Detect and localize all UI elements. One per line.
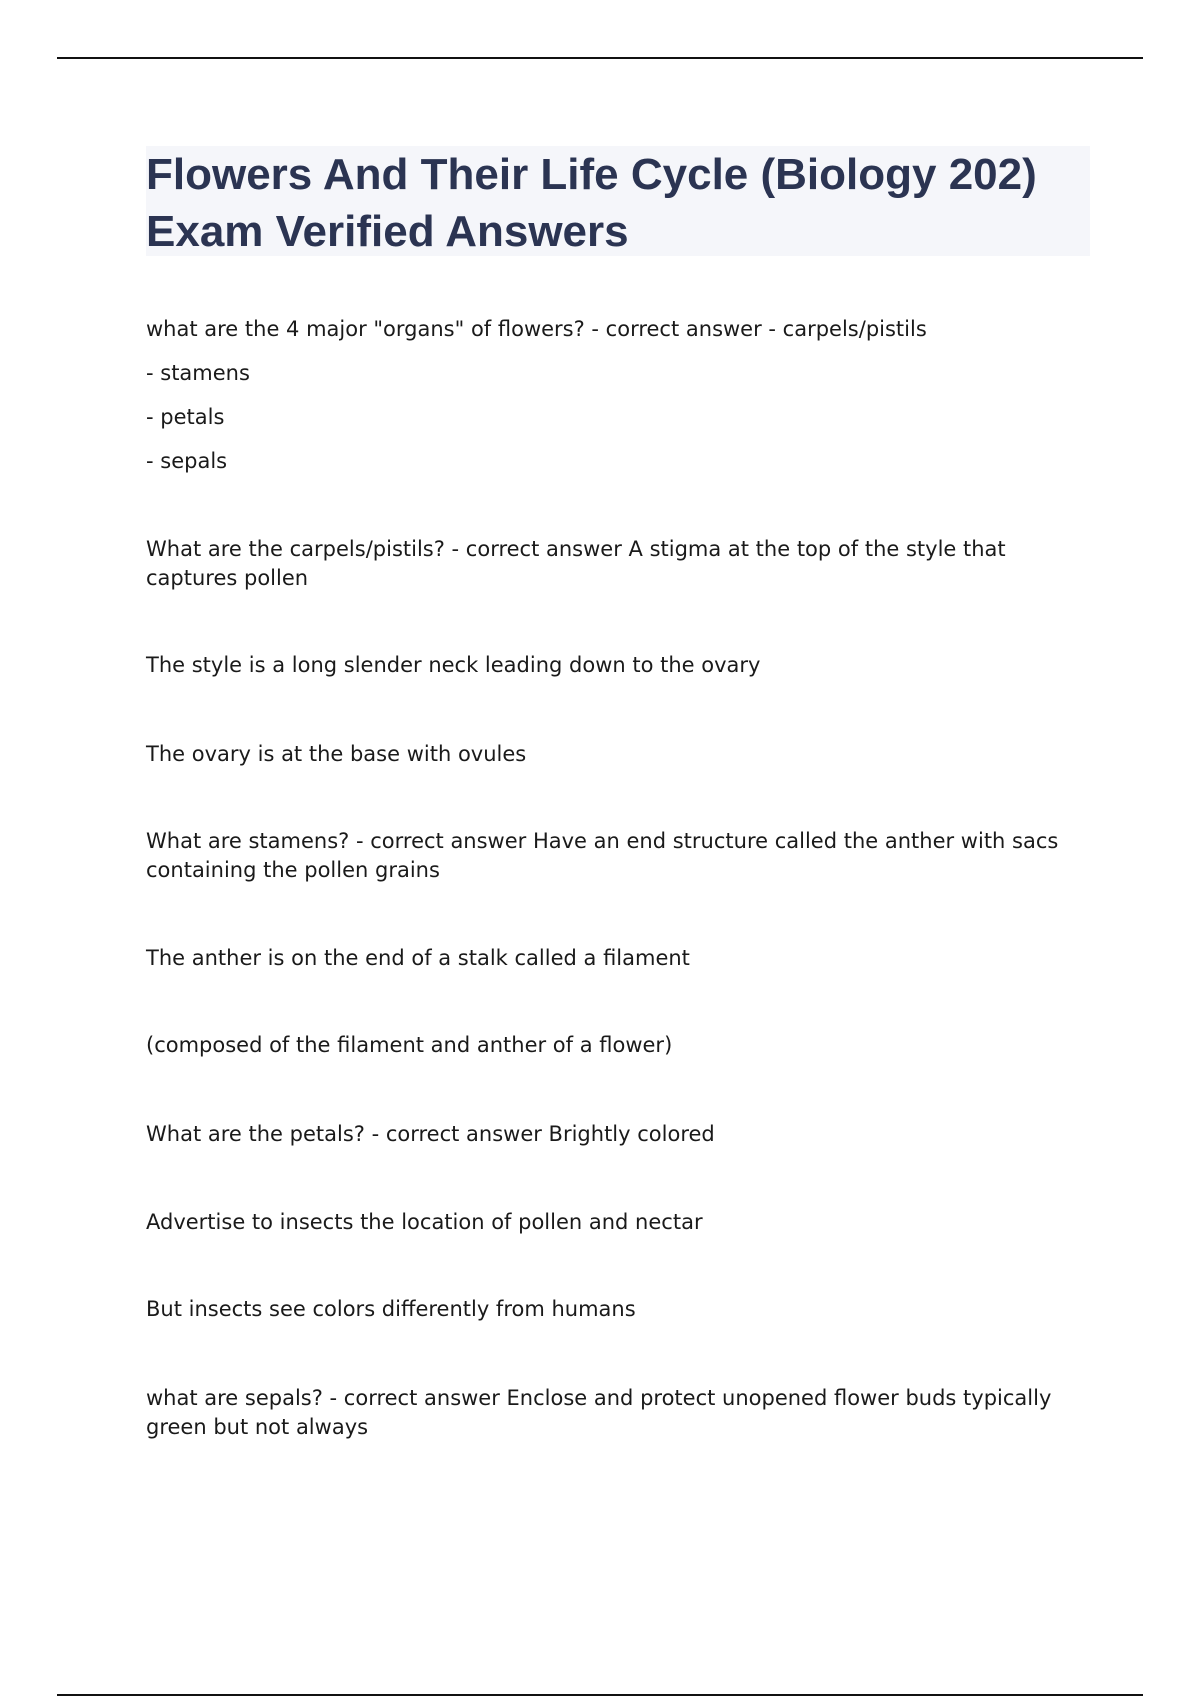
page-title: Flowers And Their Life Cycle (Biology 202) Exam Verified Answers	[146, 150, 1037, 256]
top-rule	[57, 57, 1143, 59]
paragraph: Advertise to insects the location of pollen and nectar	[146, 1210, 703, 1234]
paragraph: what are sepals? - correct answer Enclose and protect unopened flower buds typically green but not always	[146, 1386, 1052, 1439]
paragraph: The anther is on the end of a stalk called a filament	[146, 946, 690, 970]
bottom-rule	[57, 1694, 1143, 1696]
paragraph: - sepals	[146, 449, 228, 473]
paragraph: The style is a long slender neck leading down to the ovary	[146, 653, 761, 677]
paragraph: The ovary is at the base with ovules	[146, 742, 527, 766]
paragraph: What are stamens? - correct answer Have an end structure called the anther with sacs containing the pollen grains	[146, 829, 1059, 882]
paragraph: What are the carpels/pistils? - correct answer A stigma at the top of the style that captures pollen	[146, 537, 1006, 590]
title-banner	[146, 146, 1090, 256]
paragraph: - stamens	[146, 361, 250, 385]
paragraph: (composed of the filament and anther of a flower)	[146, 1033, 673, 1057]
paragraph: But insects see colors differently from humans	[146, 1297, 636, 1321]
paragraph: - petals	[146, 405, 225, 429]
paragraph: what are the 4 major "organs" of flowers? - correct answer - carpels/pistils	[146, 317, 927, 341]
paragraph: What are the petals? - correct answer Brightly colored	[146, 1122, 715, 1146]
